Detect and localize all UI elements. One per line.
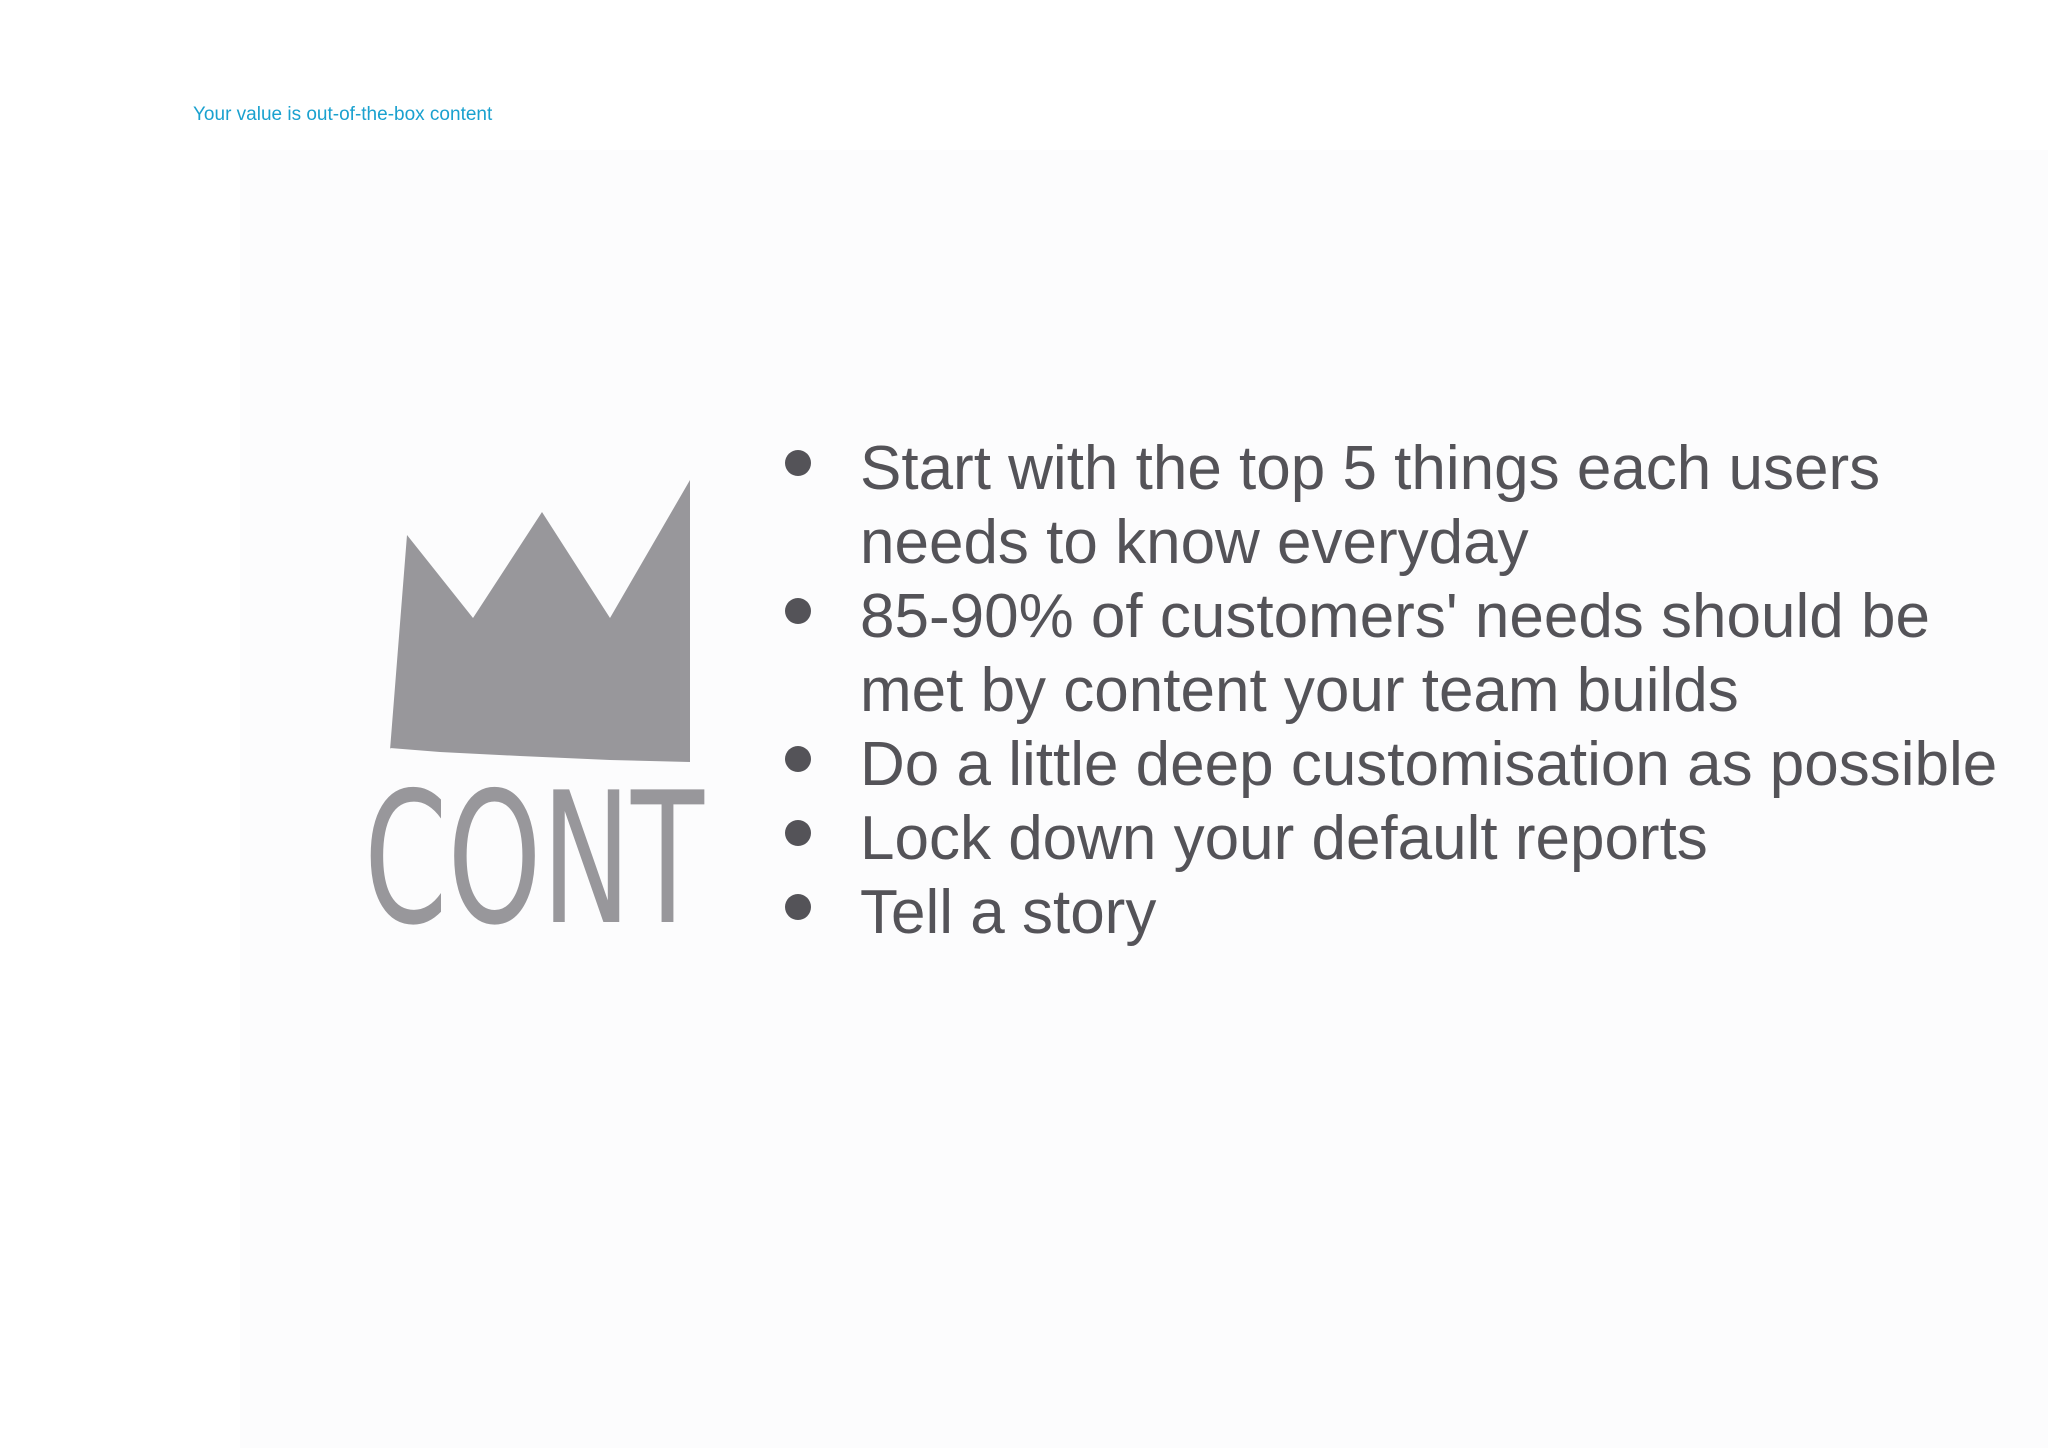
bullet-text: Tell a story [860, 878, 1157, 947]
slide-header: Your value is out-of-the-box content [193, 104, 493, 125]
bullet-dot [785, 450, 811, 476]
bullet-text: Lock down your default reports [860, 804, 1708, 873]
bullet-text: 85-90% of customers' needs should be met by content your team builds [860, 582, 1930, 725]
bullet-item [780, 876, 2000, 950]
bullet-item [780, 432, 2000, 580]
bullet-dot [785, 820, 811, 846]
bullet-item [780, 802, 2000, 876]
bullet-item [780, 728, 2000, 802]
bullet-dot [785, 746, 811, 772]
bullet-list [780, 432, 2000, 950]
bullet-dot [785, 598, 811, 624]
bullet-text: Start with the top 5 things each users needs to know everyday [860, 434, 1881, 577]
bullet-text: Do a little deep customisation as possible [860, 730, 1998, 799]
bullet-item [780, 580, 2000, 728]
logo-text: CONT [364, 753, 705, 965]
bullet-dot [785, 894, 811, 920]
crown-icon [390, 480, 690, 762]
content-king-logo [360, 480, 705, 965]
